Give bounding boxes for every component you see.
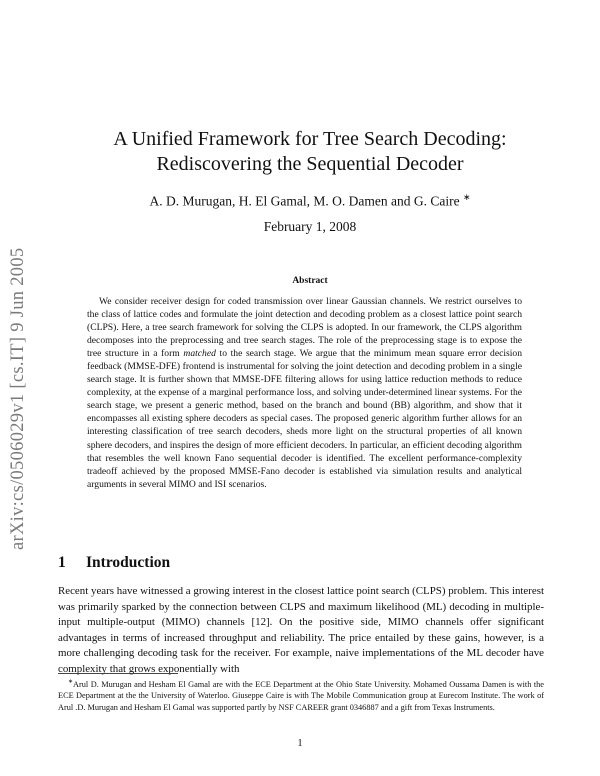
footnote-rule (58, 673, 178, 674)
abstract-text-part-2: to the search stage. We argue that the minimum mean square error decision feedback (MMSE-DFE) frontend is instrumental for solving the joint detection and decoding problem in a single search stage. It is further shown that MMSE-DFE filtering allows for using lattice reduction methods to reduce complexity, at the expense of a marginal performance loss, and solving under-determined linear systems. For the search stage, we present a generic method, based on the branch and bound (BB) algorithm, and show that it encompasses all existing sphere decoders as special cases. The proposed generic algorithm further allows for an interesting classification of tree search decoders, sheds more light on the structural properties of all known sphere decoders, and inspires the design of more efficient decoders. In particular, an efficient decoding algorithm that resembles the well known Fano sequential decoder is identified. The excellent performance-complexity tradeoff achieved by the proposed MMSE-Fano decoder is established via simulation results and analytical arguments in several MIMO and ISI scenarios. (87, 348, 523, 490)
author-list (60, 192, 560, 210)
footnote-mark: ∗ (68, 679, 74, 685)
arxiv-identifier (6, 210, 32, 550)
section-number: 1 (58, 554, 66, 571)
paper-title (60, 127, 560, 177)
authors-text: A. D. Murugan, H. El Gamal, M. O. Damen and G. Caire (149, 193, 460, 209)
author-footnote-mark: ∗ (462, 192, 471, 202)
section-title: Introduction (86, 554, 171, 571)
title-line-1: A Unified Framework for Tree Search Decoding: (113, 128, 507, 150)
title-line-2: Rediscovering the Sequential Decoder (156, 153, 464, 175)
footnote-text: Arul D. Murugan and Hesham El Gamal are with the ECE Department at the Ohio State University. Mohamed Oussama Damen is with the ECE Department at the the University of Waterloo. Giuseppe Caire is with The Mobile Communication group at Eurecom Institute. The work of Arul .D. Murugan and Hesham El Gamal was supported partly by NSF CAREER grant 0346887 and a gift from Texas Instruments. (58, 679, 544, 712)
arxiv-identifier-text: arXiv:cs/0506029v1 [cs.IT] 9 Jun 2005 (8, 247, 28, 550)
abstract-text-part-1: We consider receiver design for coded transmission over linear Gaussian channels. We restrict ourselves to the class of lattice codes and formulate the joint detection and decoding problem as a closest lattice point search (CLPS). Here, a tree search framework for solving the CLPS is adopted. In our framework, the CLPS algorithm decomposes into the preprocessing and tree search stages. The role of the preprocessing stage is to expose the tree structure in a form (87, 296, 522, 360)
footnote (58, 677, 544, 714)
page-number: 1 (297, 738, 303, 749)
intro-paragraph: Recent years have witnessed a growing interest in the closest lattice point search (CLPS) problem. This interest was primarily sparked by the connection between CLPS and maximum likelihood (ML) decoding in multiple-input multiple-output (MIMO) channels [12]. On the positive side, MIMO channels offer significant advantages in terms of increased throughput and reliability. The price entailed by these gains, however, is a more challenging decoding task for the receiver. For example, naive implementations of the ML decoder have complexity that grows exponentially with (58, 585, 544, 675)
section-heading (58, 554, 170, 572)
abstract-emphasis: matched (183, 348, 216, 360)
paper-date: February 1, 2008 (263, 219, 357, 234)
abstract-heading: Abstract (292, 276, 328, 286)
abstract-body (87, 295, 522, 491)
